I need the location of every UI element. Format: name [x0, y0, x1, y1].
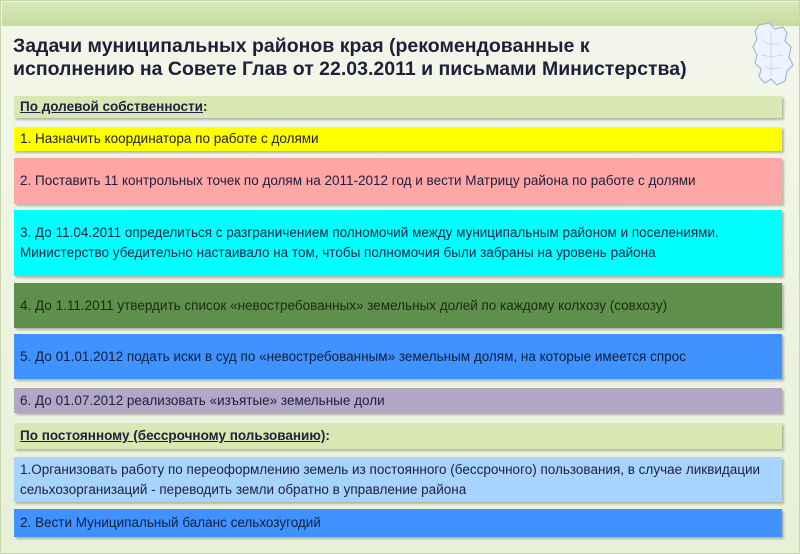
task-item-7: [14, 457, 782, 502]
section-header-colon: :: [325, 428, 330, 443]
task-item-6: [14, 388, 782, 413]
task-item-1: [14, 127, 782, 151]
task-item-text: 2. Поставить 11 контрольных точек по долям на 2011-2012 год и вести Матрицу района по работе с долями: [20, 173, 696, 188]
task-item-2: [14, 158, 782, 204]
section-header-label: По постоянному (бессрочному пользованию): [20, 428, 326, 443]
task-item-text: 2. Вести Муниципальный баланс сельхозугодий: [20, 515, 321, 530]
task-item-text: 5. До 01.01.2012 подать иски в суд по «невостребованным» земельным долям, на которые имеется спрос: [20, 348, 686, 364]
task-item-3: [14, 210, 782, 276]
region-map-icon: [749, 21, 795, 87]
task-item-text: 3. До 11.04.2011 определиться с разграничением полномочий между муниципальным районом и поселениями. Министерство убедительно настаивало на том, чтобы полномочия были забраны на уровень района: [20, 225, 719, 260]
title-line-1: Задачи муниципальных районов края (рекомендованные к: [13, 35, 590, 57]
task-item-text: 1.Организовать работу по переоформлению земель из постоянного (бессрочного) пользования, в случае ликвидации сельхозорганизаций - переводить земли обратно в управление района: [20, 461, 761, 497]
section-header-colon: :: [202, 99, 208, 114]
title-line-2: исполнению на Совете Глав от 22.03.2011 и письмами Министерства): [13, 58, 687, 80]
slide-title: [13, 35, 773, 81]
task-item-4: [14, 283, 782, 328]
task-item-8: [14, 509, 782, 537]
top-band: [2, 2, 799, 26]
section-header-permanent-use: [14, 423, 782, 449]
section-header-label: По долевой собственности: [20, 99, 203, 114]
task-item-text: 6. До 01.07.2012 реализовать «изъятые» земельные доли: [20, 392, 385, 408]
section-header-shared-ownership: [14, 96, 782, 118]
task-item-5: [14, 334, 782, 379]
task-item-text: 4. До 1.11.2011 утвердить список «невостребованных» земельных долей по каждому колхозу (совхозу): [20, 297, 668, 313]
task-item-text: 1. Назначить координатора по работе с долями: [20, 131, 319, 146]
